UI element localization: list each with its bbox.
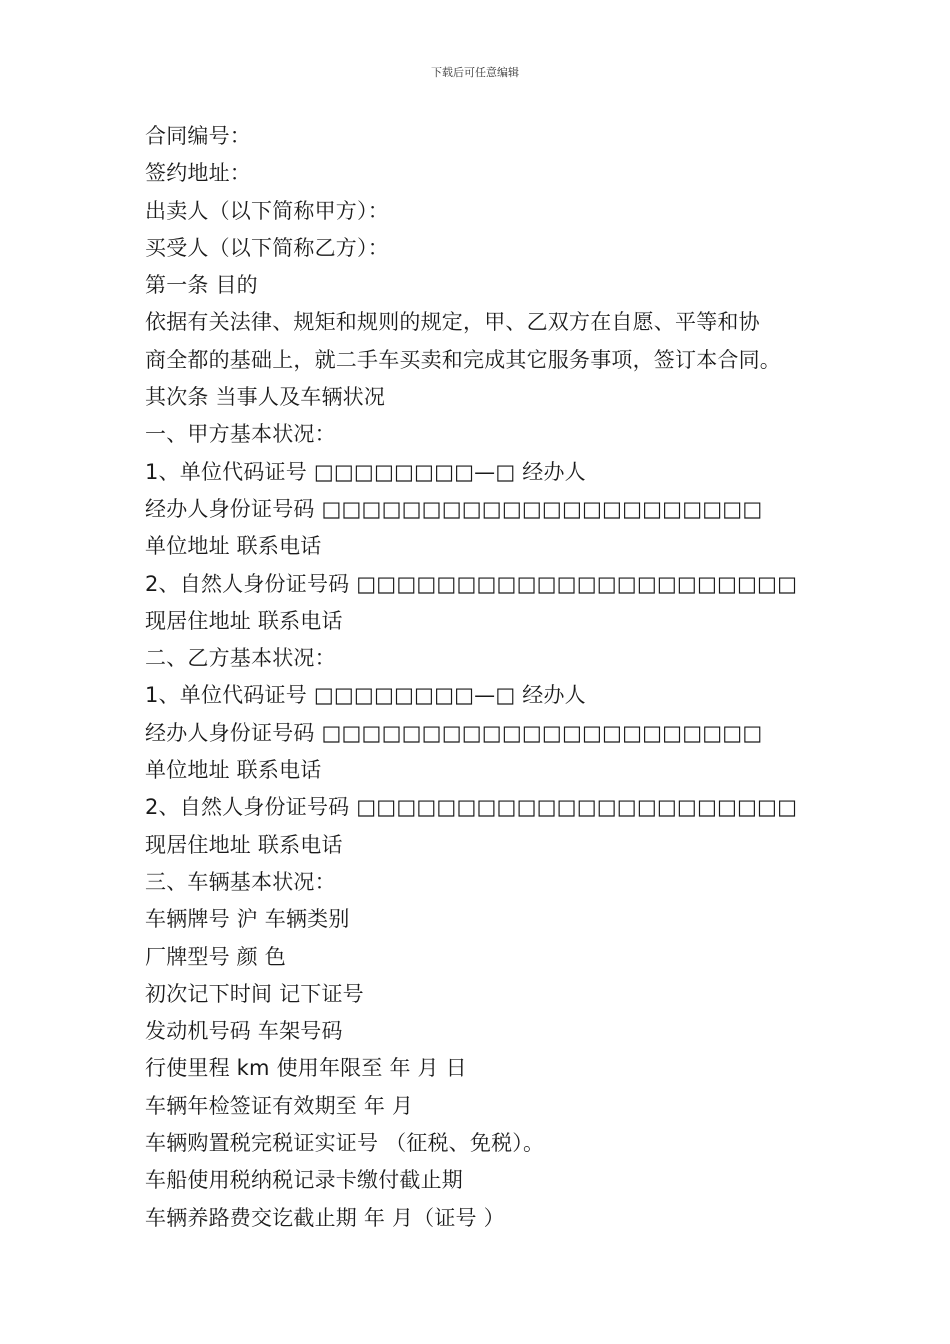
party-a-residence-line: 现居住地址 联系电话 <box>145 608 343 633</box>
vehicle-heading: 三、车辆基本状况： <box>145 869 336 894</box>
party-b-person-id-line: 2、自然人身份证号码 □□□□□□□□□□□□□□□□□□□□□□ <box>145 795 798 820</box>
party-a-org-address-line: 单位地址 联系电话 <box>145 534 322 559</box>
purpose-paragraph-line-2: 商全都的基础上，就二手车买卖和完成其它服务事项，签订本合同。 <box>145 347 781 372</box>
document-body <box>145 118 825 1237</box>
vehicle-registration-line: 初次记下时间 记下证号 <box>145 981 364 1006</box>
seller-line: 出卖人（以下简称甲方）： <box>145 198 389 223</box>
vehicle-engine-line: 发动机号码 车架号码 <box>145 1019 343 1044</box>
vehicle-road-fee-line: 车辆养路费交讫截止期 年 月（证号 ） <box>145 1205 505 1230</box>
contract-number-line: 合同编号： <box>145 124 251 148</box>
page-header-note: 下载后可任意编辑 <box>431 66 519 79</box>
vehicle-purchase-tax-line: 车辆购置税完税证实证号 （征税、免税）。 <box>145 1131 545 1156</box>
article-2-heading: 其次条 当事人及车辆状况 <box>145 385 386 410</box>
vehicle-vessel-tax-line: 车船使用税纳税记录卡缴付截止期 <box>145 1168 463 1193</box>
vehicle-inspection-line: 车辆年检签证有效期至 年 月 <box>145 1093 414 1118</box>
purpose-paragraph-line-1: 依据有关法律、规矩和规则的规定，甲、乙双方在自愿、平等和协 <box>145 310 760 335</box>
party-a-org-code-line: 1、单位代码证号 □□□□□□□□—□ 经办人 <box>145 459 586 484</box>
party-b-agent-id-line: 经办人身份证号码 □□□□□□□□□□□□□□□□□□□□□□ <box>145 720 763 745</box>
party-a-agent-id-line: 经办人身份证号码 □□□□□□□□□□□□□□□□□□□□□□ <box>145 496 763 521</box>
vehicle-brand-line: 厂牌型号 颜 色 <box>145 944 286 969</box>
party-b-residence-line: 现居住地址 联系电话 <box>145 832 343 857</box>
article-1-heading: 第一条 目的 <box>145 273 258 298</box>
vehicle-plate-line: 车辆牌号 沪 车辆类别 <box>145 907 350 932</box>
vehicle-mileage-line: 行使里程 km 使用年限至 年 月 日 <box>145 1056 467 1081</box>
buyer-line: 买受人（以下简称乙方）： <box>145 235 389 260</box>
party-b-heading: 二、乙方基本状况： <box>145 646 336 671</box>
party-a-person-id-line: 2、自然人身份证号码 □□□□□□□□□□□□□□□□□□□□□□ <box>145 571 798 596</box>
party-a-heading: 一、甲方基本状况： <box>145 422 336 447</box>
signing-location-line: 签约地址： <box>145 161 251 186</box>
party-b-org-code-line: 1、单位代码证号 □□□□□□□□—□ 经办人 <box>145 683 586 708</box>
party-b-org-address-line: 单位地址 联系电话 <box>145 758 322 783</box>
